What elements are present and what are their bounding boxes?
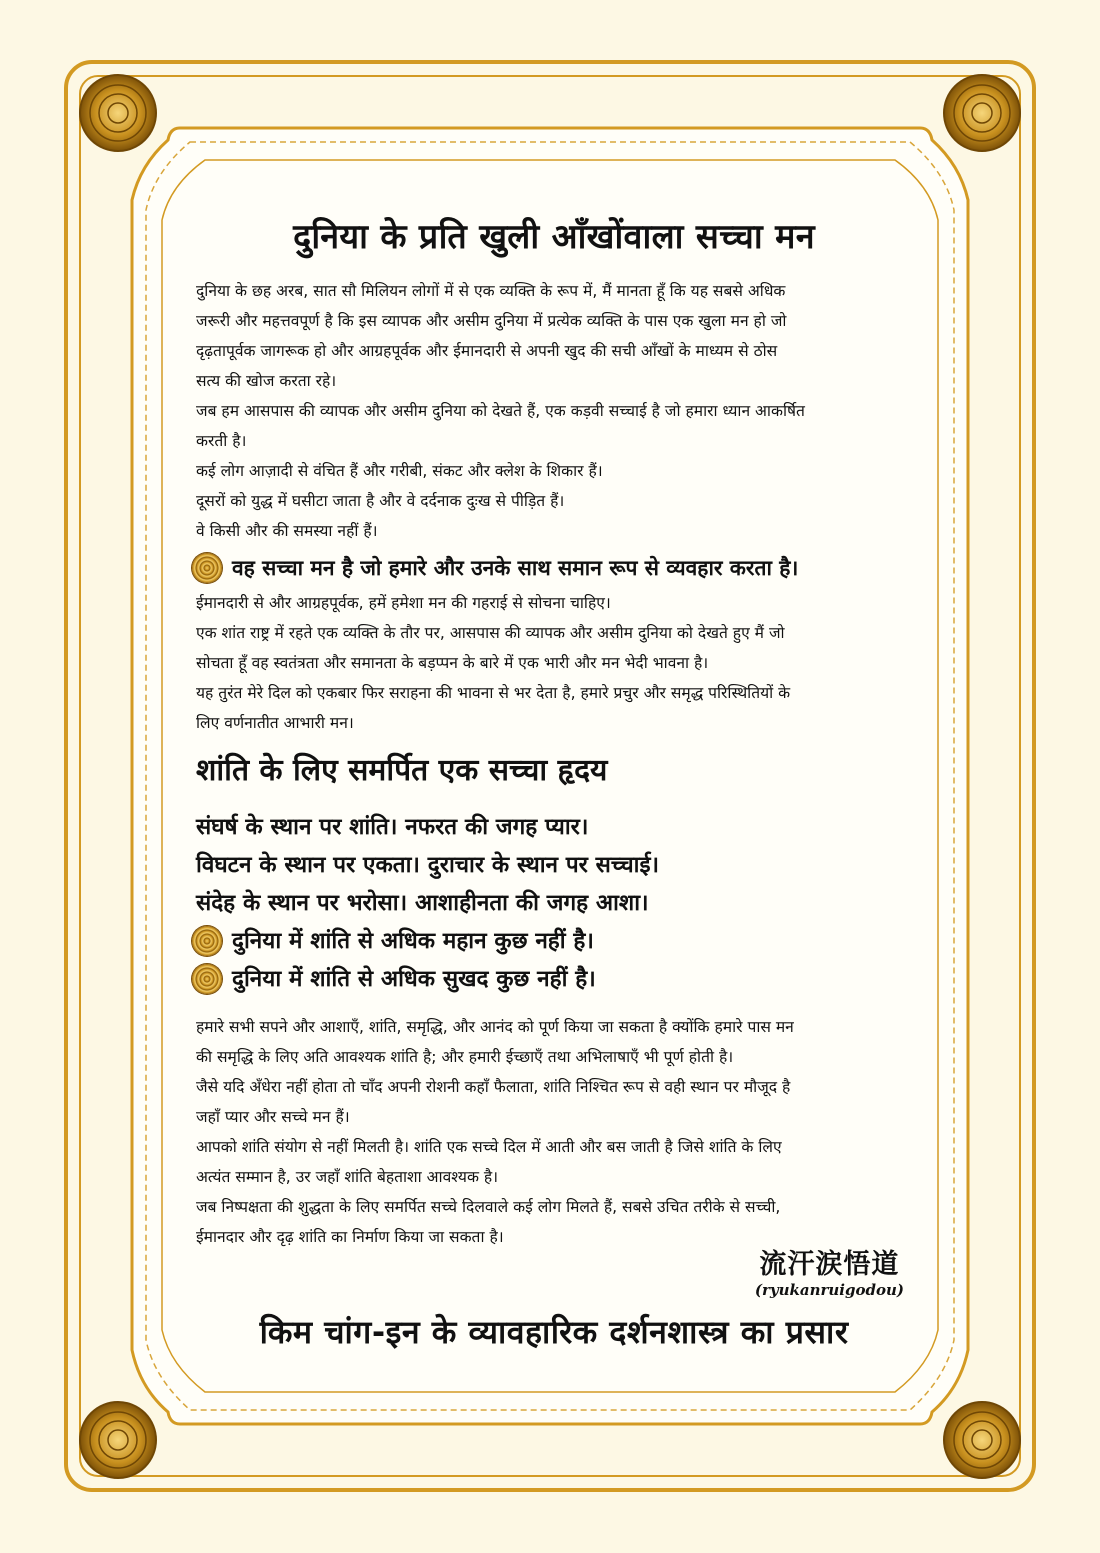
intro-line: करती है। <box>196 432 247 450</box>
footer-title: किम चांग-इन के व्यावहारिक दर्शनशास्त्र का प्रसार <box>259 1313 849 1351</box>
gold-coin-icon <box>192 964 222 994</box>
closing-line: ईमानदार और दृढ़ शांति का निर्माण किया जा सकता है। <box>196 1228 504 1246</box>
middle-line: यह तुरंत मेरे दिल को एकबार फिर सराहना की भावना से भर देता है, हमारे प्रचुर और समृद्ध परिस्थितियों के <box>196 684 791 702</box>
closing-line: आपको शांति संयोग से नहीं मिलती है। शांति एक सच्चे दिल में आती और बस जाती है जिसे शांति के लिए <box>196 1138 782 1156</box>
peace-bullet-text: दुनिया में शांति से अधिक महान कुछ नहीं है। <box>232 928 594 954</box>
peace-bullet <box>192 922 912 960</box>
section-title: शांति के लिए समर्पित एक सच्चा हृदय <box>196 753 608 788</box>
intro-line: सत्य की खोज करता रहे। <box>196 372 337 390</box>
intro-line: वे किसी और की समस्या नहीं हैं। <box>196 522 378 540</box>
peace-line: विघटन के स्थान पर एकता। दुराचार के स्थान पर सच्चाई। <box>196 852 660 878</box>
peace-line: संघर्ष के स्थान पर शांति। नफरत की जगह प्यार। <box>196 814 589 840</box>
corner-coin-icon <box>944 75 1020 151</box>
poster-content <box>196 212 912 1362</box>
middle-line: सोचता हूँ वह स्वतंत्रता और समानता के बड़प्पन के बारे में एक भारी और मन भेदी भावना है। <box>196 654 709 672</box>
intro-line: दुनिया के छह अरब, सात सौ मिलियन लोगों में से एक व्यक्ति के रूप में, मैं मानता हूँ कि यह सबसे अधिक <box>196 282 786 300</box>
middle-line: लिए वर्णनातीत आभारी मन। <box>196 714 354 732</box>
peace-bullet-text: दुनिया में शांति से अधिक सुखद कुछ नहीं है। <box>232 966 596 992</box>
corner-coin-icon <box>80 75 156 151</box>
closing-line: जहाँ प्यार और सच्चे मन हैं। <box>196 1108 350 1126</box>
signature-kanji: 流汗涙悟道 <box>759 1249 900 1280</box>
bullet-statement <box>192 550 912 586</box>
page-title: दुनिया के प्रति खुली आँखोंवाला सच्चा मन <box>293 217 815 257</box>
closing-line: की समृद्धि के लिए अति आवश्यक शांति है; और हमारी ईच्छाएँ तथा अभिलाषाएँ भी पूर्ण होती है। <box>196 1048 734 1066</box>
corner-coin-icon <box>944 1402 1020 1478</box>
intro-line: दूसरों को युद्ध में घसीटा जाता है और वे दर्दनाक दुःख से पीड़ित हैं। <box>196 492 565 510</box>
closing-line: हमारे सभी सपने और आशाएँ, शांति, समृद्धि, और आनंद को पूर्ण किया जा सकता है क्योंकि हमारे पास मन <box>196 1018 794 1036</box>
middle-line: एक शांत राष्ट्र में रहते एक व्यक्ति के तौर पर, आसपास की व्यापक और असीम दुनिया को देखते हुए मैं जो <box>196 624 785 642</box>
signature-romaji: (ryukanruigodou) <box>754 1281 904 1299</box>
spacer <box>196 998 912 1012</box>
peace-line: संदेह के स्थान पर भरोसा। आशाहीनता की जगह आशा। <box>196 890 649 916</box>
middle-line: ईमानदारी से और आग्रहपूर्वक, हमें हमेशा मन की गहराई से सोचना चाहिए। <box>196 594 611 612</box>
gold-coin-icon <box>192 926 222 956</box>
intro-line: जरूरी और महत्तवपूर्ण है कि इस व्यापक और असीम दुनिया में प्रत्येक व्यक्ति के पास एक खुला मन हो जो <box>196 312 787 330</box>
intro-line: दृढ़तापूर्वक जागरूक हो और आग्रहपूर्वक और ईमानदारी से अपनी खुद की सची आँखों के माध्यम से ठोस <box>196 342 778 360</box>
bullet-statement-text: वह सच्चा मन है जो हमारे और उनके साथ समान रूप से व्यवहार करता है। <box>232 556 799 580</box>
intro-line: कई लोग आज़ादी से वंचित हैं और गरीबी, संकट और क्लेश के शिकार हैं। <box>196 462 603 480</box>
peace-bullet <box>192 960 912 998</box>
closing-line: अत्यंत सम्मान है, उर जहाँ शांति बेहताशा आवश्यक है। <box>196 1168 499 1186</box>
signature <box>755 1242 904 1299</box>
closing-line: जैसे यदि अँधेरा नहीं होता तो चाँद अपनी रोशनी कहाँ फैलाता, शांति निश्चित रूप से वही स्थान पर मौजूद है <box>196 1078 791 1096</box>
corner-coin-icon <box>80 1402 156 1478</box>
closing-line: जब निष्पक्षता की शुद्धता के लिए समर्पित सच्चे दिलवाले कई लोग मिलते हैं, सबसे उचित तरीके से सच्ची, <box>196 1198 781 1216</box>
intro-line: जब हम आसपास की व्यापक और असीम दुनिया को देखते हैं, एक कड़वी सच्चाई है जो हमारा ध्यान आकर्षित <box>196 402 805 420</box>
gold-coin-icon <box>192 553 222 583</box>
